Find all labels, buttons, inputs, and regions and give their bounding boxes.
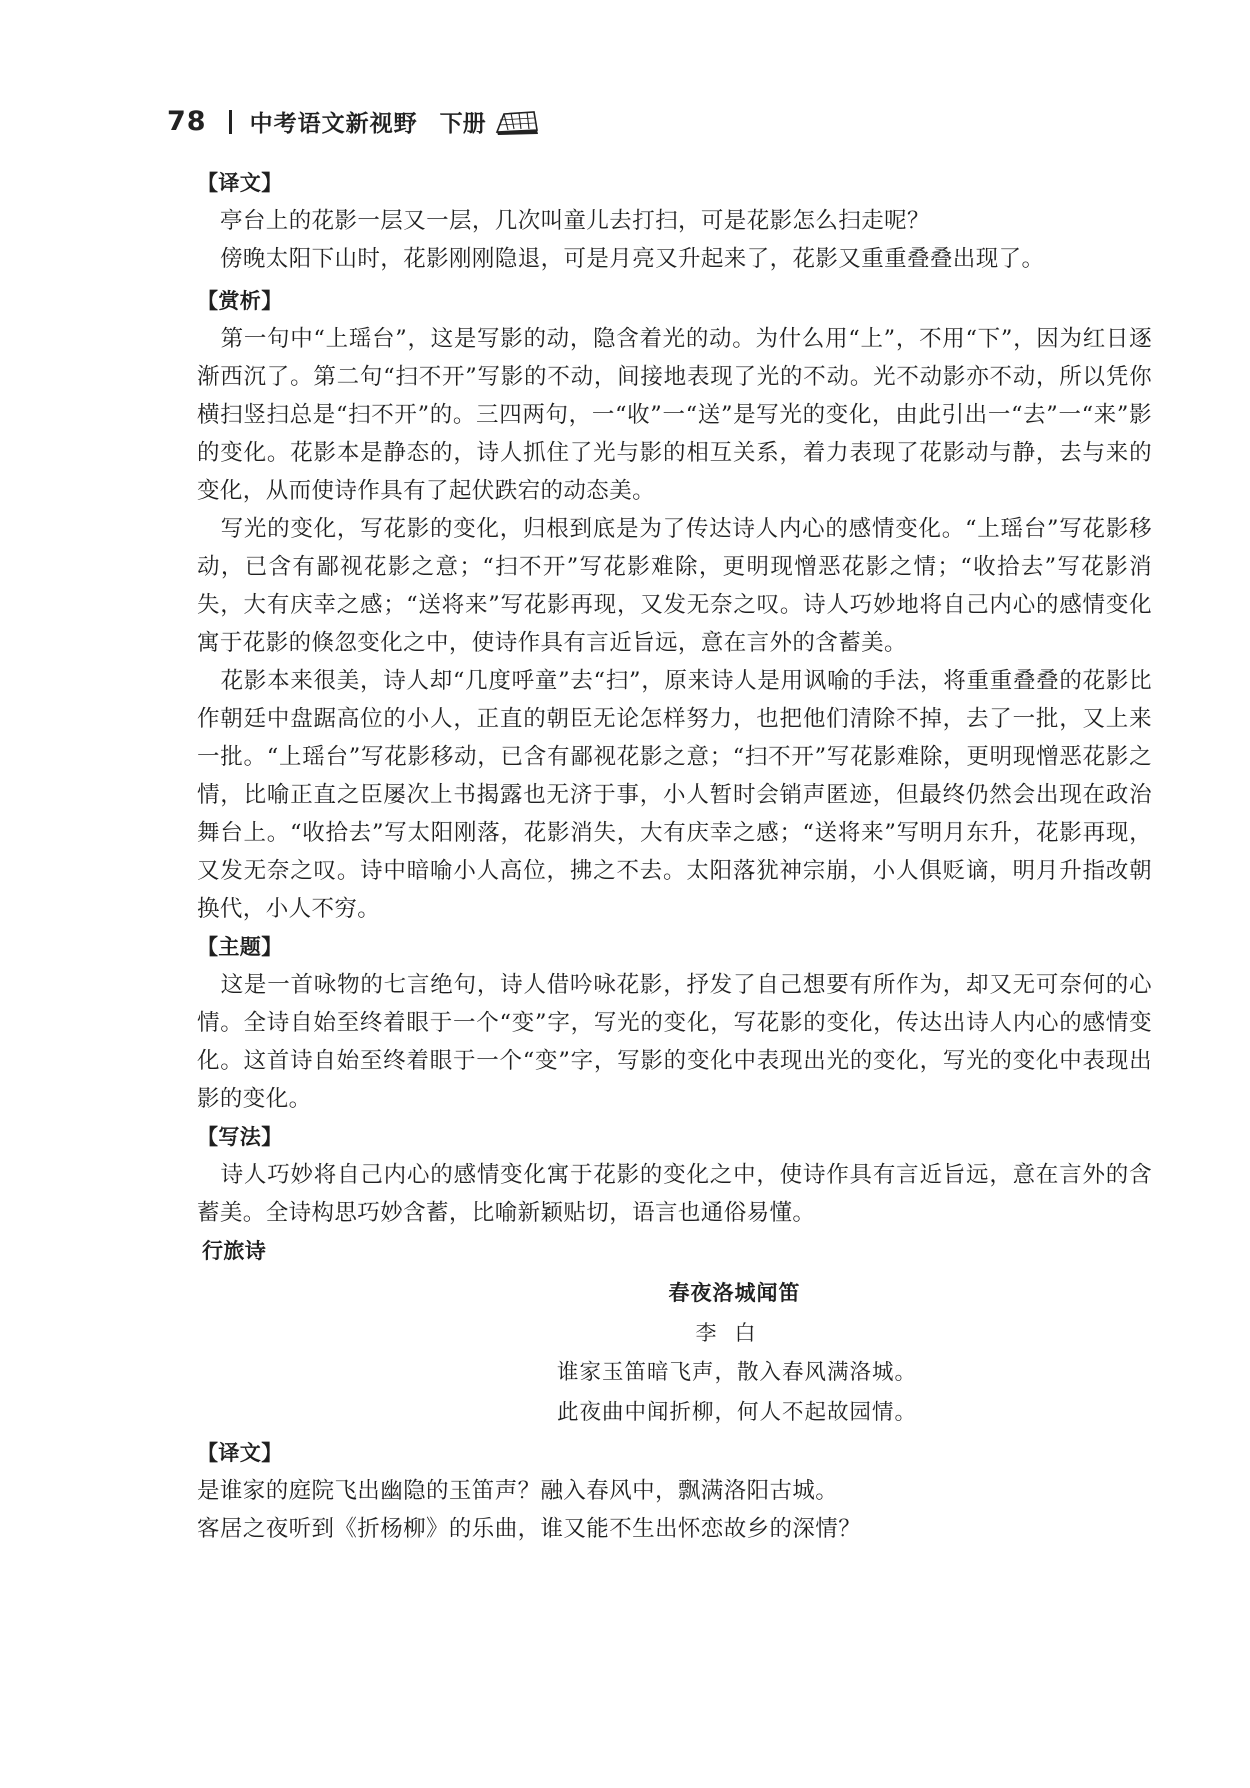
translation-line: 亭台上的花影一层又一层，几次叫童儿去打扫，可是花影怎么扫走呢？ <box>220 208 930 234</box>
page-header <box>167 105 540 138</box>
poem-author: 李白 <box>695 1321 774 1345</box>
poem-category: 行旅诗 <box>202 1239 267 1263</box>
translation-heading-2: 【译文】 <box>197 1441 283 1465</box>
theme-paragraph: 这是一首咏物的七言绝句，诗人借吟咏花影，抒发了自己想要有所作为，却又无可奈何的心情。全诗自始至终着眼于一个“变”字，写光的变化，写花影的变化，传达出诗人内心的感情变化。这首诗自始至终着眼于一个“变”字，写影的变化中表现出光的变化，写光的变化中表现出影的变化。 <box>197 972 1152 1112</box>
theme-heading: 【主题】 <box>197 935 283 959</box>
page-content <box>197 164 1152 1548</box>
translation-heading: 【译文】 <box>197 171 283 195</box>
method-paragraph: 诗人巧妙将自己内心的感情变化寓于花影的变化之中，使诗作具有言近旨远，意在言外的含蓄美。全诗构思巧妙含蓄，比喻新颖贴切，语言也通俗易懂。 <box>197 1162 1152 1226</box>
poem-line: 此夜曲中闻折柳，何人不起故园情。 <box>556 1400 917 1425</box>
book-stack-icon <box>494 108 540 136</box>
appreciation-heading: 【赏析】 <box>197 289 283 313</box>
poem-title: 春夜洛城闻笛 <box>668 1281 801 1305</box>
volume-label: 下册 <box>439 111 486 137</box>
appreciation-paragraph: 写光的变化，写花影的变化，归根到底是为了传达诗人内心的感情变化。“上瑶台”写花影移动，已含有鄙视花影之意；“扫不开”写花影难除，更明现憎恶花影之情；“收拾去”写花影消失，大有庆幸之感；“送将来”写花影再现，又发无奈之叹。诗人巧妙地将自己内心的感情变化寓于花影的倏忽变化之中，使诗作具有言近旨远，意在言外的含蓄美。 <box>197 516 1152 656</box>
appreciation-paragraph: 花影本来很美，诗人却“几度呼童”去“扫”，原来诗人是用讽喻的手法，将重重叠叠的花影比作朝廷中盘踞高位的小人，正直的朝臣无论怎样努力，也把他们清除不掉，去了一批，又上来一批。“上瑶台”写花影移动，已含有鄙视花影之意；“扫不开”写花影难除，更明现憎恶花影之情，比喻正直之臣屡次上书揭露也无济于事，小人暂时会销声匿迹，但最终仍然会出现在政治舞台上。“收拾去”写太阳刚落，花影消失，大有庆幸之感；“送将来”写明月东升，花影再现，又发无奈之叹。诗中暗喻小人高位，拂之不去。太阳落犹神宗崩，小人俱贬谪，明月升指改朝换代，小人不穷。 <box>197 668 1152 922</box>
book-title: 中考语文新视野 <box>249 111 418 137</box>
poem-line: 谁家玉笛暗飞声，散入春风满洛城。 <box>556 1360 917 1385</box>
header-divider <box>229 110 232 134</box>
translation-line: 客居之夜听到《折杨柳》的乐曲，谁又能不生出怀恋故乡的深情？ <box>197 1516 862 1542</box>
translation-line: 傍晚太阳下山时，花影刚刚隐退，可是月亮又升起来了，花影又重重叠叠出现了。 <box>220 246 1045 272</box>
appreciation-paragraph: 第一句中“上瑶台”，这是写影的动，隐含着光的动。为什么用“上”，不用“下”，因为红日逐渐西沉了。第二句“扫不开”写影的不动，间接地表现了光的不动。光不动影亦不动，所以凭你横扫竖扫总是“扫不开”的。三四两句，一“收”一“送”是写光的变化，由此引出一“去”一“来”影的变化。花影本是静态的，诗人抓住了光与影的相互关系，着力表现了花影动与静，去与来的变化，从而使诗作具有了起伏跌宕的动态美。 <box>197 326 1152 504</box>
method-heading: 【写法】 <box>197 1125 283 1149</box>
translation-line: 是谁家的庭院飞出幽隐的玉笛声？融入春风中，飘满洛阳古城。 <box>197 1478 839 1504</box>
page-number: 78 <box>167 106 207 137</box>
